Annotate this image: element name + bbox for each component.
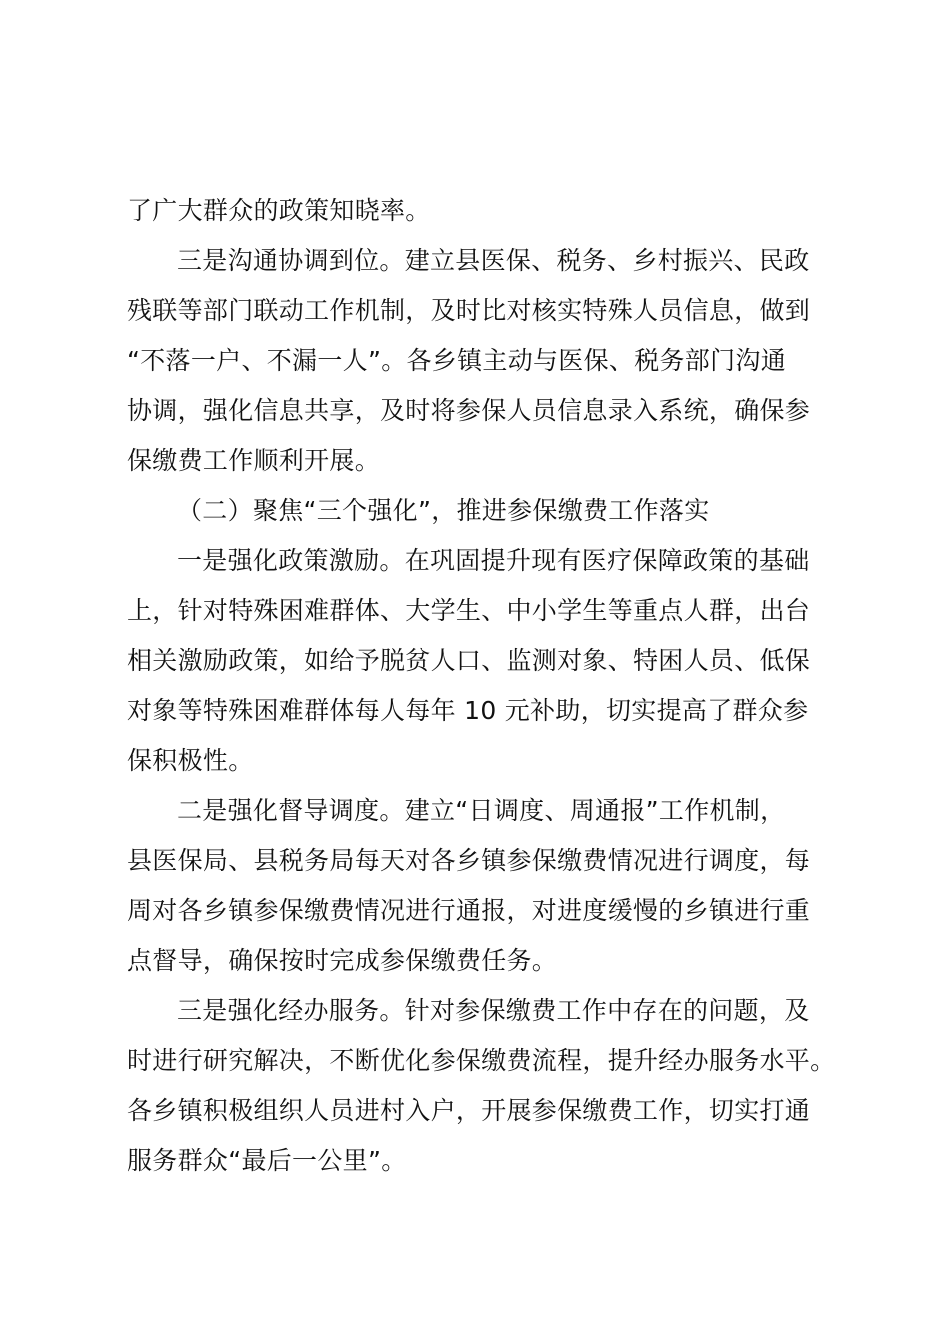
document-body <box>127 186 847 1186</box>
text-line: 相关激励政策，如给予脱贫人口、监测对象、特困人员、低保 <box>127 646 811 675</box>
text-line: “不落一户、不漏一人”。各乡镇主动与医保、税务部门沟通 <box>127 346 787 375</box>
text-line: 协调，强化信息共享，及时将参保人员信息录入系统，确保参 <box>127 396 811 425</box>
text-line: 了广大群众的政策知晓率。 <box>127 196 431 225</box>
text-line: 上，针对特殊困难群体、大学生、中小学生等重点人群，出台 <box>127 596 811 625</box>
paragraph-start-line: 一是强化政策激励。在巩固提升现有医疗保障政策的基础 <box>177 546 810 575</box>
text-line: 保积极性。 <box>127 746 254 775</box>
text-line: 各乡镇积极组织人员进村入户，开展参保缴费工作，切实打通 <box>127 1096 811 1125</box>
text-line: 对象等特殊困难群体每人每年 10 元补助，切实提高了群众参 <box>127 696 809 725</box>
text-line: 时进行研究解决，不断优化参保缴费流程，提升经办服务水平。 <box>127 1046 836 1075</box>
text-line: 服务群众“最后一公里”。 <box>127 1146 407 1175</box>
text-line: 保缴费工作顺利开展。 <box>127 446 381 475</box>
paragraph-start-line: 三是强化经办服务。针对参保缴费工作中存在的问题，及 <box>177 996 810 1025</box>
text-line: 县医保局、县税务局每天对各乡镇参保缴费情况进行调度，每 <box>127 846 811 875</box>
section-heading: （二）聚焦“三个强化”，推进参保缴费工作落实 <box>177 496 710 525</box>
text-line: 周对各乡镇参保缴费情况进行通报，对进度缓慢的乡镇进行重 <box>127 896 811 925</box>
text-line: 点督导，确保按时完成参保缴费任务。 <box>127 946 558 975</box>
text-line: 残联等部门联动工作机制，及时比对核实特殊人员信息，做到 <box>127 296 811 325</box>
paragraph-start-line: 三是沟通协调到位。建立县医保、税务、乡村振兴、民政 <box>177 246 810 275</box>
paragraph-start-line: 二是强化督导调度。建立“日调度、周通报”工作机制， <box>177 796 786 825</box>
